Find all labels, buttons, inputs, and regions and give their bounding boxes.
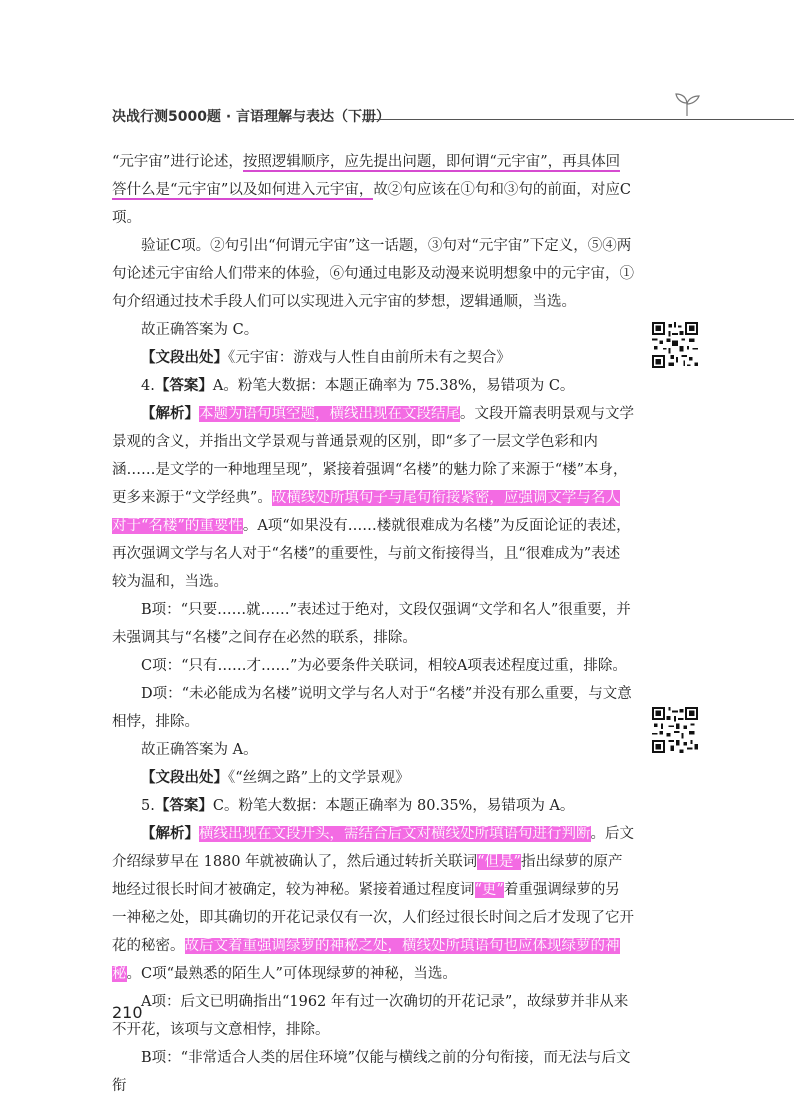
source-line: 【文段出处】《“丝绸之路”上的文学景观》 (141, 769, 410, 786)
answer-line: 5.【答案】C。粉笔大数据：本题正确率为 80.35%，易错项为 A。 (141, 797, 575, 814)
page-header (112, 106, 692, 128)
underlined-text: 按照逻辑顺序，应先提出问题，即何谓“元宇宙”，再具体回答什么是“元宇宙”以及如何进入元宇宙， (112, 154, 621, 198)
page-number: 210 (112, 1003, 143, 1022)
qr-code-icon[interactable] (652, 707, 698, 753)
highlighted-text: “但是” (477, 854, 521, 870)
highlighted-text: 故横线处所填句子与尾句衔接紧密，应强调文学与名人对于“名楼”的重要性 (112, 490, 620, 534)
answer-label: 【答案】 (154, 797, 213, 814)
highlighted-text: 横线出现在文段开头，需结合后文对横线处所填语句进行判断 (199, 826, 591, 842)
paragraph: 故正确答案为 C。 (141, 322, 259, 338)
paragraph: B项：“非常适合人类的居住环境”仅能与横线之前的分句衔接，而无法与后文衔 (112, 1050, 631, 1094)
analysis-paragraph: 【解析】横线出现在文段开头，需结合后文对横线处所填语句进行判断。后文介绍绿萝早在 1880 年就被确认了，然后通过转折关联词“但是”指出绿萝的原产地经过很长时间才被确定，较为神秘。紧接着通过程度词“更”着重强调绿萝的另一神秘之处，即其确切的开花记录仅有一次，人们经过很长时间之后才发现了它开花的秘密。故后文着重强调绿萝的神秘之处，横线处所填语句也应体现绿萝的神秘。C项“最熟悉的陌生人”可体现绿萝的神秘，当选。 (112, 825, 634, 982)
highlighted-text: “更” (474, 882, 504, 898)
source-label: 【文段出处】 (141, 769, 228, 786)
paragraph: 验证C项。②句引出“何谓元宇宙”这一话题，③句对“元宇宙”下定义，⑤④两句论述元宇宙给人们带来的体验，⑥句通过电影及动漫来说明想象中的元宇宙，①句介绍通过技术手段人们可以实现进入元宇宙的梦想，逻辑通顺，当选。 (112, 238, 634, 310)
answer-explanation (112, 148, 634, 1100)
paragraph: C项：“只有……才……”为必要条件关联词，相较A项表述程度过重，排除。 (141, 658, 627, 674)
source-line: 【文段出处】《元宇宙：游戏与人性自由前所未有之契合》 (141, 349, 511, 366)
qr-code-icon[interactable] (652, 322, 698, 368)
paragraph: D项：“未必能成为名楼”说明文学与名人对于“名楼”并没有那么重要，与文意相悖，排除。 (112, 686, 632, 730)
analysis-paragraph: 【解析】本题为语句填空题，横线出现在文段结尾。文段开篇表明景观与文学景观的含义，并指出文学景观与普通景观的区别，即“多了一层文学色彩和内涵……是文学的一种地理呈现”，紧接着强调“名楼”的魅力除了来源于“楼”本身，更多来源于“文学经典”。故横线处所填句子与尾句衔接紧密，应强调文学与名人对于“名楼”的重要性。A项“如果没有……楼就很难成为名楼”为反面论证的表述，再次强调文学与名人对于“名楼”的重要性，与前文衔接得当，且“很难成为”表述较为温和，当选。 (112, 405, 634, 590)
paragraph: 故正确答案为 A。 (141, 742, 258, 758)
highlighted-text: 本题为语句填空题，横线出现在文段结尾 (199, 406, 460, 422)
leaf-icon (672, 92, 702, 118)
paragraph: B项：“只要……就……”表述过于绝对，文段仅强调“文学和名人”很重要，并未强调其与“名楼”之间存在必然的联系，排除。 (112, 602, 631, 646)
source-label: 【文段出处】 (141, 349, 228, 366)
header-title: 决战行测5000题 · 言语理解与表达（下册） (112, 109, 391, 125)
answer-line: 4.【答案】A。粉笔大数据：本题正确率为 75.38%，易错项为 C。 (141, 377, 575, 394)
highlighted-text: 故后文着重强调绿萝的神秘之处，横线处所填语句也应体现绿萝的神秘 (112, 938, 620, 982)
header-rule (362, 119, 794, 120)
paragraph: “元宇宙”进行论述，按照逻辑顺序，应先提出问题，即何谓“元宇宙”，再具体回答什么是“元宇宙”以及如何进入元宇宙，故②句应该在①句和③句的前面，对应C项。 (112, 154, 631, 226)
analysis-label: 【解析】 (141, 825, 199, 842)
analysis-label: 【解析】 (141, 405, 199, 422)
paragraph: A项：后文已明确指出“1962 年有过一次确切的开花记录”，故绿萝并非从来不开花，该项与文意相悖，排除。 (112, 994, 629, 1038)
answer-label: 【答案】 (154, 377, 213, 394)
